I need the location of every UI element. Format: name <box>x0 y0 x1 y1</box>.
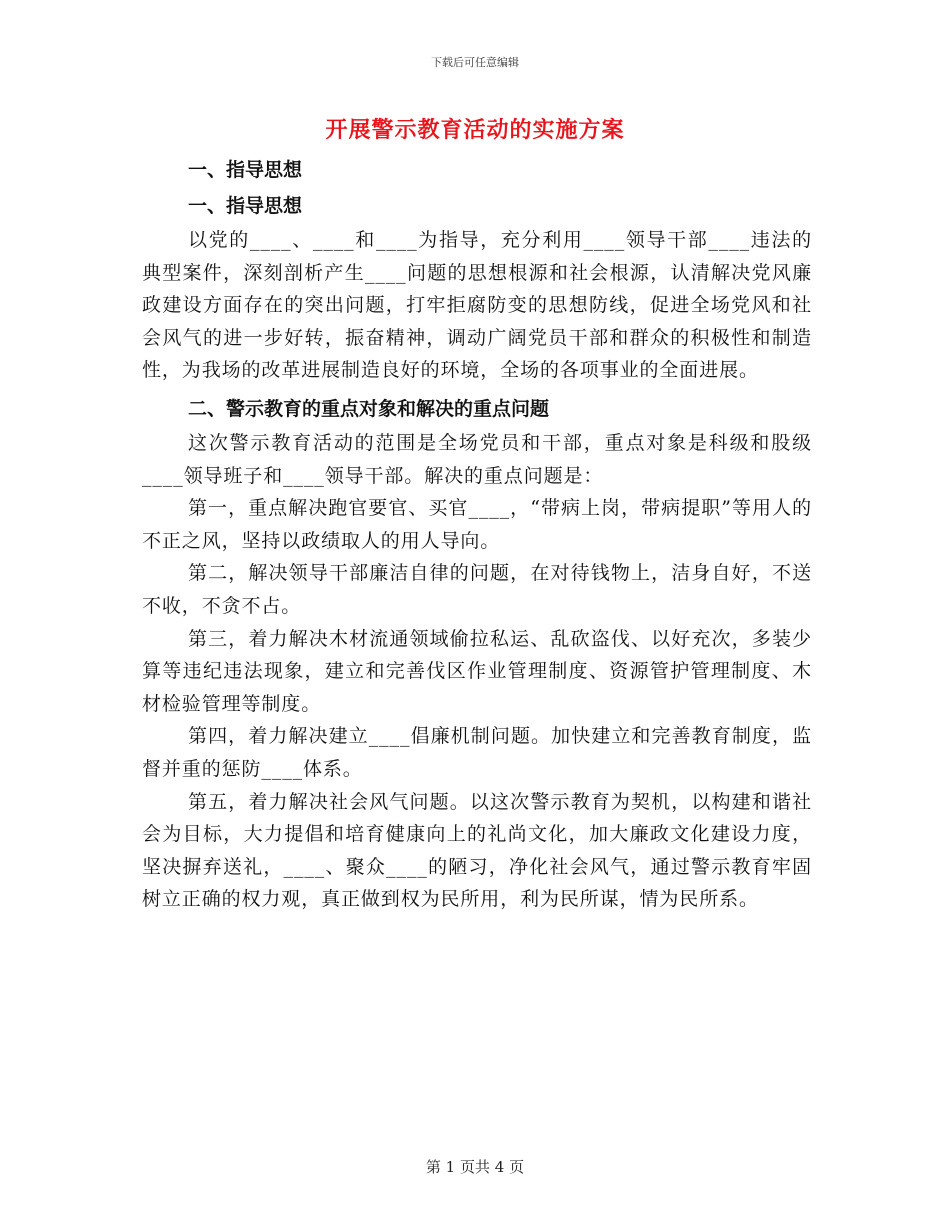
section-heading-focus: 二、警示教育的重点对象和解决的重点问题 <box>188 397 550 420</box>
section-heading-guiding-ideology-repeat: 一、指导思想 <box>188 195 303 217</box>
paragraph-fourth: 第四，着力解决建立____倡廉机制问题。加快建立和完善教育制度，监督并重的惩防____体系。 <box>142 725 812 780</box>
section-heading-guiding-ideology: 一、指导思想 <box>188 159 303 181</box>
page-number-footer: 第 1 页共 4 页 <box>425 1158 525 1176</box>
paragraph-second: 第二，解决领导干部廉洁自律的问题，在对待钱物上，洁身自好，不送不收，不贪不占。 <box>142 562 812 617</box>
paragraph-first: 第一，重点解决跑官要官、买官____，“带病上岗，带病提职”等用人的不正之风，坚持以政绩取人的用人导向。 <box>142 497 812 552</box>
document-body <box>142 152 812 916</box>
page-header-note: 下载后可任意编辑 <box>431 56 519 69</box>
paragraph-fifth: 第五，着力解决社会风气问题。以这次警示教育为契机，以构建和谐社会为目标，大力提倡和培育健康向上的礼尚文化，加大廉政文化建设力度，坚决摒弃送礼，____、聚众____的陋习，净化社会风气，通过警示教育牢固树立正确的权力观，真正做到权为民所用，利为民所谋，情为民所系。 <box>142 790 812 911</box>
document-title: 开展警示教育活动的实施方案 <box>325 117 625 143</box>
paragraph-third: 第三，着力解决木材流通领域偷拉私运、乱砍盗伐、以好充次，多装少算等违纪违法现象，建立和完善伐区作业管理制度、资源管护管理制度、木材检验管理等制度。 <box>142 627 812 715</box>
paragraph-scope: 这次警示教育活动的范围是全场党员和干部，重点对象是科级和股级____领导班子和____领导干部。解决的重点问题是： <box>142 431 812 487</box>
paragraph-guiding-ideology: 以党的____、____和____为指导，充分利用____领导干部____违法的典型案件，深刻剖析产生____问题的思想根源和社会根源，认清解决党风廉政建设方面存在的突出问题，打牢拒腐防变的思想防线，促进全场党风和社会风气的进一步好转，振奋精神，调动广阔党员干部和群众的积极性和制造性，为我场的改革进展制造良好的环境，全场的各项事业的全面进展。 <box>142 229 812 382</box>
